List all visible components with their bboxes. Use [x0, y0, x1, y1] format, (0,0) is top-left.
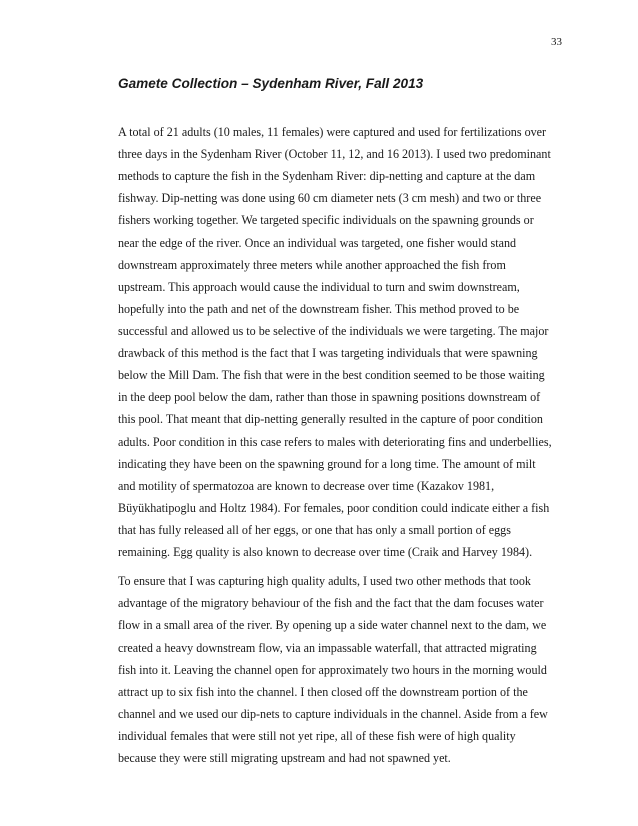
- text-line: three days in the Sydenham River (October 11, 12, and 16 2013). I used two predominant: [118, 147, 551, 162]
- text-line: remaining. Egg quality is also known to decrease over time (Craik and Harvey 1984).: [118, 545, 533, 560]
- section-heading: Gamete Collection – Sydenham River, Fall 2013: [118, 76, 424, 91]
- text-line: fish into it. Leaving the channel open for approximately two hours in the morning would: [118, 662, 547, 677]
- text-line: hopefully into the path and net of the downstream fisher. This method proved to be: [118, 301, 520, 316]
- text-line: indicating they have been on the spawning ground for a long time. The amount of milt: [118, 456, 536, 471]
- paragraph-1: [118, 121, 568, 563]
- paragraph-spacer: [118, 563, 568, 570]
- text-line: successful and allowed us to be selective of the individuals we were targeting. The major: [118, 323, 549, 338]
- page-number: 33: [551, 36, 562, 48]
- text-line: that has fully released all of her eggs, or one that has only a small portion of eggs: [118, 522, 511, 537]
- text-line: flow in a small area of the river. By opening up a side water channel next to the dam, we: [118, 618, 547, 633]
- text-line: upstream. This approach would cause the individual to turn and swim downstream,: [118, 279, 520, 294]
- text-line: because they were still migrating upstream and had not spawned yet.: [118, 751, 451, 766]
- text-line: Büyükhatipoglu and Holtz 1984). For females, poor condition could indicate either a fish: [118, 500, 550, 515]
- text-line: attract up to six fish into the channel. I then closed off the downstream portion of the: [118, 684, 528, 699]
- text-line: this pool. That meant that dip-netting generally resulted in the capture of poor condition: [118, 412, 543, 427]
- text-line: individual females that were still not yet ripe, all of these fish were of high quality: [118, 728, 516, 743]
- text-line: drawback of this method is the fact that I was targeting individuals that were spawning: [118, 346, 538, 361]
- text-line: fishers working together. We targeted specific individuals on the spawning grounds or: [118, 213, 534, 228]
- text-line: fishway. Dip-netting was done using 60 cm diameter nets (3 cm mesh) and two or three: [118, 191, 542, 206]
- text-line: methods to capture the fish in the Sydenham River: dip-netting and capture at the dam: [118, 169, 536, 184]
- text-line: adults. Poor condition in this case refers to males with deteriorating fins and underbellies,: [118, 434, 552, 449]
- text-line: and motility of spermatozoa are known to decrease over time (Kazakov 1981,: [118, 478, 495, 493]
- body-text: [118, 121, 568, 769]
- text-line: To ensure that I was capturing high quality adults, I used two other methods that took: [118, 574, 531, 589]
- text-line: channel and we used our dip-nets to capture individuals in the channel. Aside from a few: [118, 706, 548, 721]
- text-line: near the edge of the river. Once an individual was targeted, one fisher would stand: [118, 235, 517, 250]
- text-line: A total of 21 adults (10 males, 11 females) were captured and used for fertilizations over: [118, 125, 547, 139]
- text-line: created a heavy downstream flow, via an impassable waterfall, that attracted migrating: [118, 640, 537, 655]
- text-line: downstream approximately three meters while another approached the fish from: [118, 257, 506, 272]
- text-line: in the deep pool below the dam, rather than those in spawning positions downstream of: [118, 390, 541, 405]
- paragraph-2: [118, 570, 568, 769]
- text-line: below the Mill Dam. The fish that were in the best condition seemed to be those waiting: [118, 368, 545, 383]
- text-line: advantage of the migratory behaviour of the fish and the fact that the dam focuses water: [118, 596, 544, 611]
